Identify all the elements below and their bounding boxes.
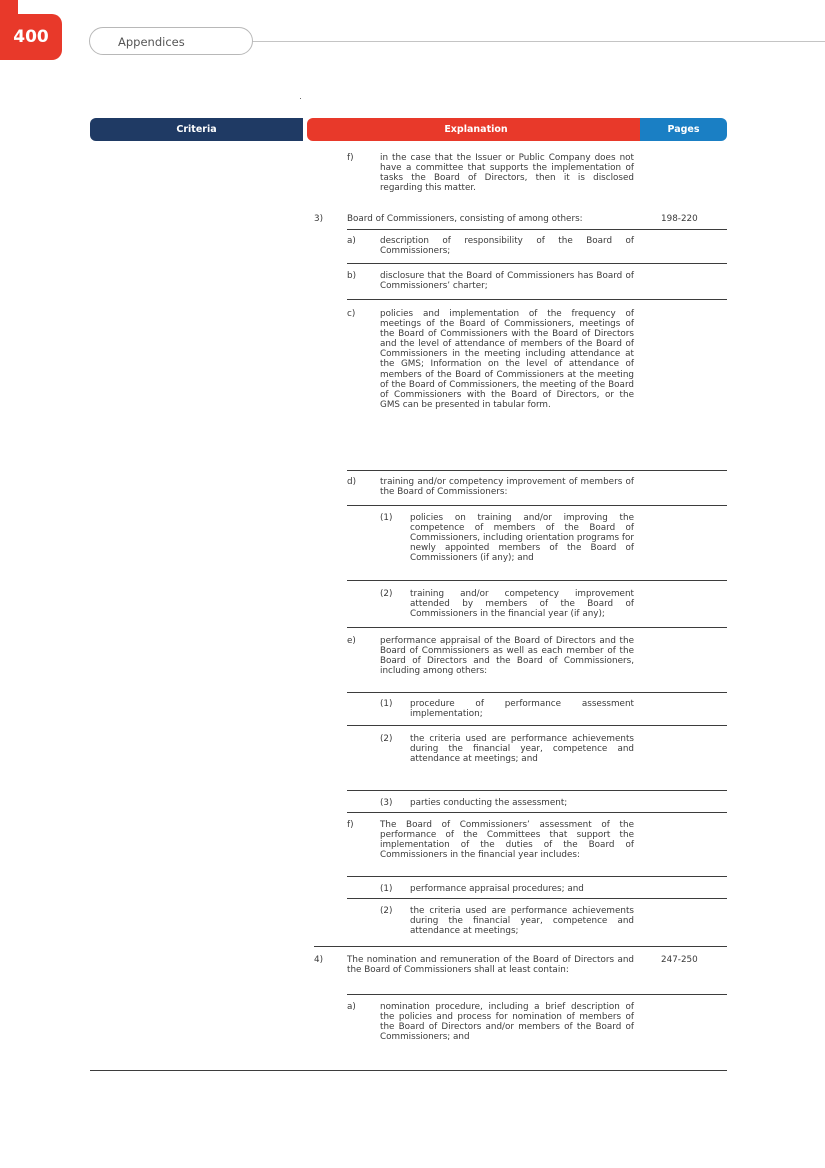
item-marker: (1) [380,884,393,894]
item-marker: a) [347,236,356,246]
stray-dot [300,98,301,99]
item-text: nomination procedure, including a brief description of the policies and process for nomination of members of the Board of Directors and/or members of the Board of Commissioners; and [380,1002,634,1043]
item-marker: 4) [314,955,324,965]
item-text: in the case that the Issuer or Public Company does not have a committee that supports the implementation of tasks the Board of Directors, then it is disclosed regarding this matter. [380,153,634,194]
column-header-criteria: Criteria [90,118,303,141]
item-marker: (3) [380,798,393,808]
item-text: performance appraisal of the Board of Directors and the Board of Commissioners as well as each member of the Board of Directors and the Board of Commissioners, including among others: [380,636,634,677]
item-text: Board of Commissioners, consisting of among others: [347,214,583,224]
item-text: description of responsibility of the Board of Commissioners; [380,236,634,257]
section-title: Appendices [89,27,253,55]
item-text: disclosure that the Board of Commissioners has Board of Commissioners’ charter; [380,271,634,292]
row-divider [347,299,727,300]
item-marker: (2) [380,734,393,744]
row-divider [347,627,727,628]
column-header-pages: Pages [640,118,727,141]
item-marker: d) [347,477,357,487]
row-divider [347,876,727,877]
item-text: The nomination and remuneration of the Board of Directors and the Board of Commissioners shall at least contain: [347,955,634,976]
item-text: training and/or competency improvement attended by members of the Board of Commissioners in the financial year (if any); [410,589,634,620]
item-text: performance appraisal procedures; and [410,884,584,894]
item-marker: e) [347,636,356,646]
item-text: the criteria used are performance achievements during the financial year, competence and attendance at meetings; [410,906,634,937]
row-divider [347,263,727,264]
row-divider [314,946,727,947]
item-text: policies and implementation of the frequency of meetings of the Board of Commissioners, meetings of the Board of Commissioners with the Board of Directors and the level of attendance of members of the Board of Commissioners in the meeting including attendance at the GMS; Information on the level of attendance of members of the Board of Commissioners at the meeting of the Board of Commissioners, the meeting of the Board of Commissioners with the Board of Directors, or the GMS can be presented in tabular form. [380,309,634,410]
header-divider [252,41,825,42]
item-text: policies on training and/or improving the competence of members of the Board of Commissioners, including orientation programs for newly appointed members of the Board of Commissioners (if any); and [410,513,634,564]
item-marker: (2) [380,589,393,599]
row-divider [347,470,727,471]
item-marker: 3) [314,214,324,224]
item-marker: c) [347,309,356,319]
item-text: the criteria used are performance achievements during the financial year, competence and attendance at meetings; and [410,734,634,765]
item-marker: b) [347,271,357,281]
row-divider [347,898,727,899]
item-marker: (2) [380,906,393,916]
row-divider [347,725,727,726]
row-divider [347,994,727,995]
page-number: 400 [0,14,62,60]
row-divider [347,580,727,581]
page-ref: 247-250 [661,955,698,965]
row-divider [347,505,727,506]
item-text: procedure of performance assessment implementation; [410,699,634,720]
item-text: parties conducting the assessment; [410,798,568,808]
table-bottom-border [90,1070,727,1071]
item-marker: a) [347,1002,356,1012]
row-divider [347,229,727,230]
column-header-explanation: Explanation [307,118,645,141]
item-marker: f) [347,820,354,830]
page-ref: 198-220 [661,214,698,224]
item-text: The Board of Commissioners’ assessment of the performance of the Committees that support the implementation of the duties of the Board of Commissioners in the financial year includes: [380,820,634,861]
item-text: training and/or competency improvement of members of the Board of Commissioners: [380,477,634,498]
item-marker: (1) [380,513,393,523]
item-marker: (1) [380,699,393,709]
row-divider [347,812,727,813]
item-marker: f) [347,153,354,163]
row-divider [347,790,727,791]
row-divider [347,692,727,693]
